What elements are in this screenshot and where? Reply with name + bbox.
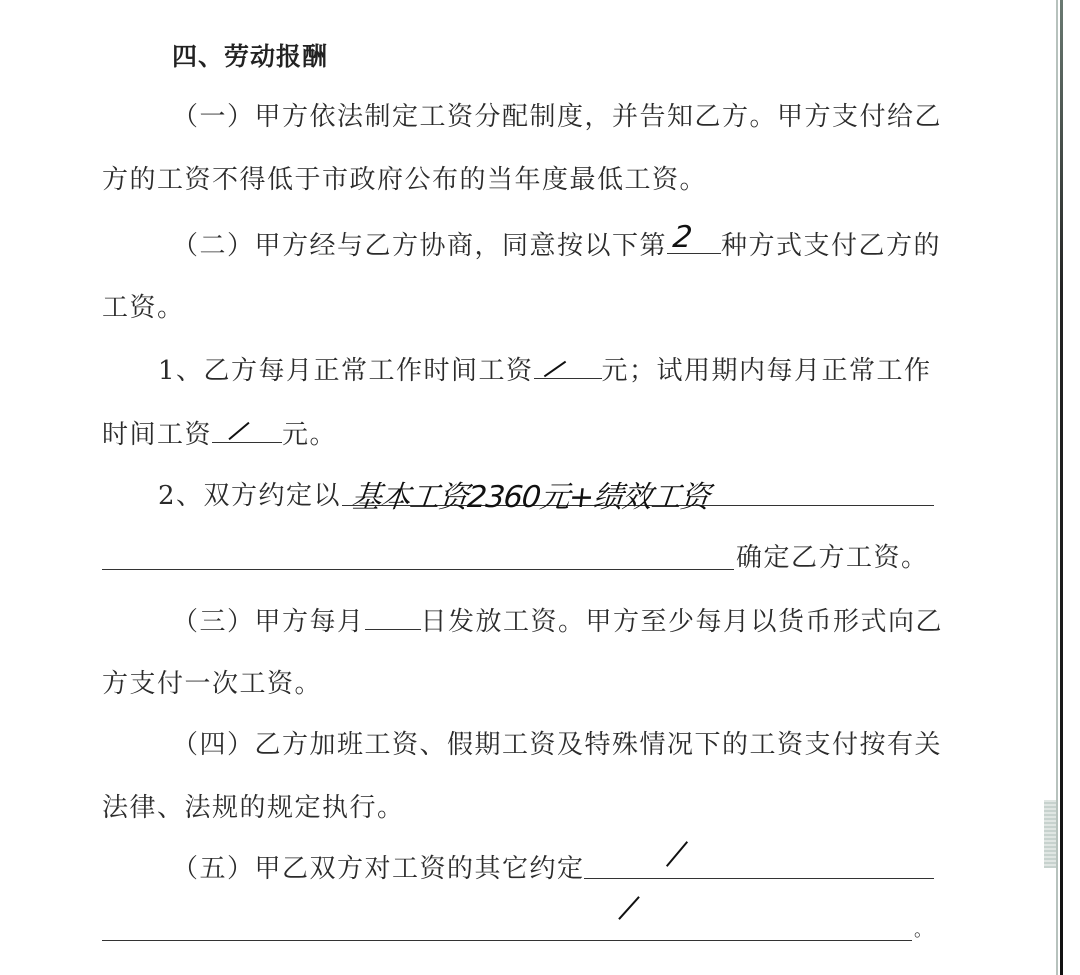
payday-field[interactable] [365, 603, 421, 630]
clause-5-line-1 [172, 852, 585, 886]
clause-3-line-2: 方支付一次工资。 [102, 669, 323, 699]
clause-3-text-after: 日发放工资。甲方至少每月以货币形式向乙 [420, 607, 944, 637]
slash-mark-icon [618, 896, 640, 920]
payment-method-value: 2 [671, 220, 694, 255]
option-1-text-before: 1、乙方每月正常工作时间工资 [158, 356, 534, 386]
clause-1-line-1: （一）甲方依法制定工资分配制度，并告知乙方。甲方支付给乙 [172, 102, 943, 132]
agreed-salary-value: 基本工资2360元+绩效工资 [349, 480, 711, 515]
other-terms-rule-2[interactable] [102, 940, 912, 941]
slash-mark-icon [543, 361, 565, 378]
other-terms-rule-1[interactable] [584, 878, 934, 879]
slash-mark-icon [228, 422, 249, 440]
clause-2-text-after: 种方式支付乙方的 [721, 231, 942, 261]
option-1-line-2-after: 元。 [282, 420, 338, 450]
clause-2-text-before: （二）甲方经与乙方协商，同意按以下第 [172, 231, 668, 261]
slash-mark-icon [666, 841, 688, 867]
probation-salary-field[interactable] [212, 416, 282, 443]
clause-4-line-2: 法律、法规的规定执行。 [102, 793, 405, 823]
option-1-line-2 [102, 416, 337, 452]
scan-smudge [1044, 800, 1056, 868]
clause-1-line-2: 方的工资不得低于市政府公布的当年度最低工资。 [102, 165, 708, 195]
page-edge-shadow [1056, 0, 1058, 975]
page-edge [1060, 0, 1063, 975]
clause-3-line-1 [172, 603, 943, 639]
clause-3-text-before: （三）甲方每月 [172, 607, 365, 637]
option-2-text-before: 2、双方约定以 [158, 481, 342, 511]
option-1-line-2-before: 时间工资 [102, 420, 213, 450]
option-2-line-2: 确定乙方工资。 [736, 543, 929, 573]
payment-method-field[interactable] [667, 220, 721, 255]
monthly-salary-field[interactable] [534, 352, 602, 379]
section-title: 四、劳动报酬 [172, 42, 329, 71]
agreed-salary-field[interactable] [349, 472, 711, 516]
closing-period: 。 [914, 920, 934, 941]
option-2-rule-2 [102, 569, 734, 570]
clause-5-text-before: （五）甲乙双方对工资的其它约定 [172, 854, 585, 884]
clause-4-line-1: （四）乙方加班工资、假期工资及特殊情况下的工资支付按有关 [172, 730, 943, 760]
clause-2-line-2: 工资。 [102, 293, 185, 323]
clause-2-line-1 [172, 220, 942, 263]
option-1-text-after: 元；试用期内每月正常工作 [601, 356, 932, 386]
option-1-line-1 [158, 352, 932, 388]
option-2-line-1 [158, 479, 341, 513]
